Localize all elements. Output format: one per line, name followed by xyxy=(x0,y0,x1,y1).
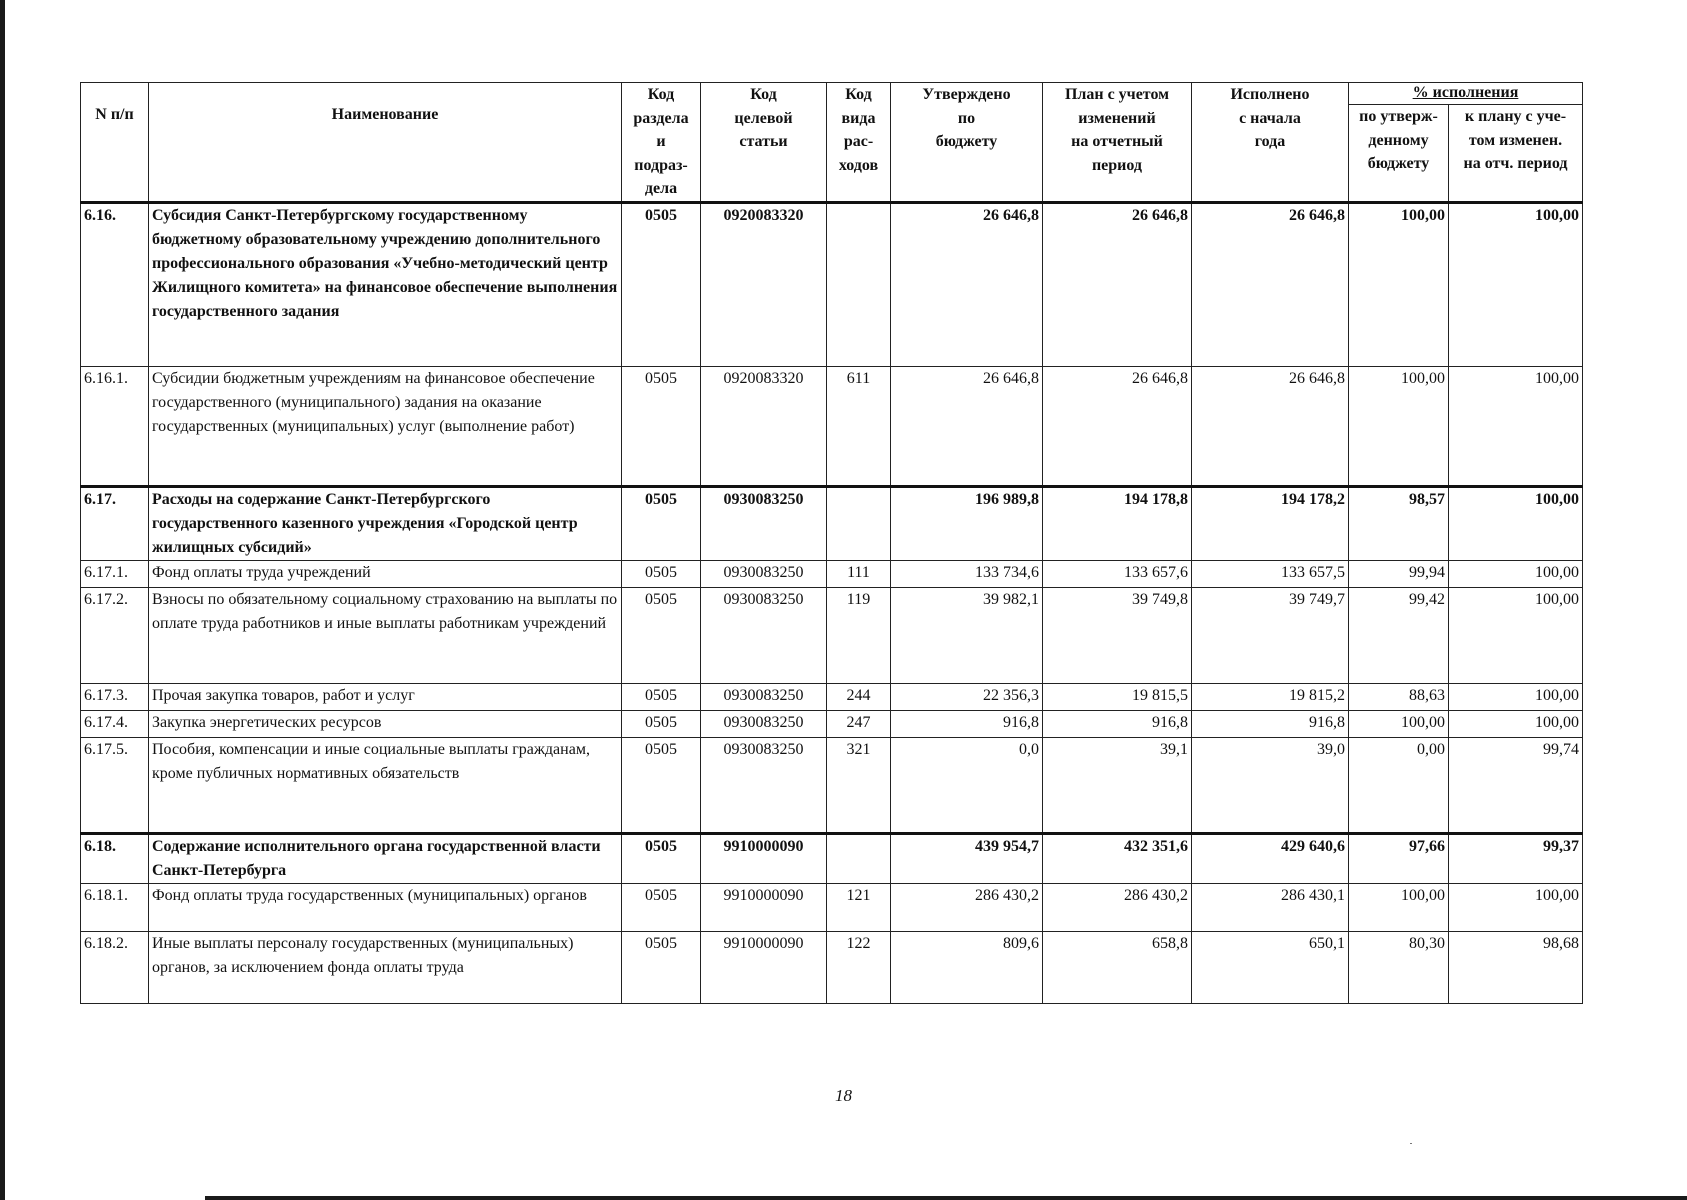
row-executed: 650,1 xyxy=(1192,932,1349,1004)
row-pct-budget: 88,63 xyxy=(1349,684,1449,711)
row-num: 6.17.1. xyxy=(81,561,149,588)
table-row xyxy=(81,834,1583,884)
row-name: Закупка энергетических ресурсов xyxy=(149,711,622,738)
row-approved: 26 646,8 xyxy=(891,367,1043,487)
row-num: 6.17.5. xyxy=(81,738,149,834)
row-plan: 916,8 xyxy=(1043,711,1192,738)
row-pct-budget: 100,00 xyxy=(1349,203,1449,367)
row-kind: 244 xyxy=(827,684,891,711)
row-executed: 286 430,1 xyxy=(1192,884,1349,932)
row-pct-plan: 100,00 xyxy=(1449,367,1583,487)
row-executed: 39,0 xyxy=(1192,738,1349,834)
row-target: 9910000090 xyxy=(701,834,827,884)
row-name: Расходы на содержание Санкт-Петербургского государственного казенного учреждения «Городской центр жилищных субсидий» xyxy=(149,487,622,561)
header-target-code: Код целевой статьи xyxy=(701,83,827,203)
row-num: 6.17. xyxy=(81,487,149,561)
table-row xyxy=(81,367,1583,487)
table-row xyxy=(81,932,1583,1004)
row-pct-budget: 80,30 xyxy=(1349,932,1449,1004)
row-name: Субсидии бюджетным учреждениям на финансовое обеспечение государственного (муниципального) задания на оказание государственных (муниципальных) услуг (выполнение работ) xyxy=(149,367,622,487)
row-target: 0930083250 xyxy=(701,588,827,684)
header-name: Наименование xyxy=(149,83,622,203)
row-kind: 611 xyxy=(827,367,891,487)
row-executed: 133 657,5 xyxy=(1192,561,1349,588)
page-number: 18 xyxy=(835,1086,852,1105)
row-executed: 39 749,7 xyxy=(1192,588,1349,684)
row-executed: 26 646,8 xyxy=(1192,367,1349,487)
row-plan: 133 657,6 xyxy=(1043,561,1192,588)
table-row xyxy=(81,711,1583,738)
header-section-code: Код раздела и подраз- дела xyxy=(622,83,701,203)
row-section: 0505 xyxy=(622,367,701,487)
scan-bottom-edge xyxy=(205,1196,1687,1200)
row-target: 9910000090 xyxy=(701,884,827,932)
row-kind xyxy=(827,487,891,561)
header-plan: План с учетом изменений на отчетный период xyxy=(1043,83,1192,203)
row-kind xyxy=(827,203,891,367)
row-section: 0505 xyxy=(622,711,701,738)
row-pct-plan: 99,37 xyxy=(1449,834,1583,884)
row-name: Иные выплаты персоналу государственных (муниципальных) органов, за исключением фонда оплаты труда xyxy=(149,932,622,1004)
row-section: 0505 xyxy=(622,834,701,884)
header-approved: Утверждено по бюджету xyxy=(891,83,1043,203)
row-pct-budget: 99,42 xyxy=(1349,588,1449,684)
row-approved: 809,6 xyxy=(891,932,1043,1004)
row-name: Пособия, компенсации и иные социальные выплаты гражданам, кроме публичных нормативных обязательств xyxy=(149,738,622,834)
row-executed: 26 646,8 xyxy=(1192,203,1349,367)
row-section: 0505 xyxy=(622,487,701,561)
table-row xyxy=(81,588,1583,684)
header-kind-code: Код вида рас- ходов xyxy=(827,83,891,203)
row-section: 0505 xyxy=(622,588,701,684)
row-pct-plan: 98,68 xyxy=(1449,932,1583,1004)
row-pct-plan: 100,00 xyxy=(1449,203,1583,367)
row-approved: 196 989,8 xyxy=(891,487,1043,561)
row-pct-plan: 100,00 xyxy=(1449,884,1583,932)
row-kind: 247 xyxy=(827,711,891,738)
table-row xyxy=(81,561,1583,588)
row-approved: 26 646,8 xyxy=(891,203,1043,367)
scan-left-edge xyxy=(0,0,5,1200)
row-plan: 26 646,8 xyxy=(1043,203,1192,367)
row-pct-budget: 100,00 xyxy=(1349,711,1449,738)
row-num: 6.18. xyxy=(81,834,149,884)
row-approved: 916,8 xyxy=(891,711,1043,738)
row-plan: 39 749,8 xyxy=(1043,588,1192,684)
row-section: 0505 xyxy=(622,684,701,711)
row-section: 0505 xyxy=(622,203,701,367)
row-pct-budget: 100,00 xyxy=(1349,884,1449,932)
row-plan: 26 646,8 xyxy=(1043,367,1192,487)
scan-speck xyxy=(1410,1143,1412,1144)
row-pct-budget: 99,94 xyxy=(1349,561,1449,588)
row-num: 6.18.1. xyxy=(81,884,149,932)
row-plan: 432 351,6 xyxy=(1043,834,1192,884)
row-executed: 194 178,2 xyxy=(1192,487,1349,561)
row-target: 0930083250 xyxy=(701,684,827,711)
row-pct-plan: 100,00 xyxy=(1449,711,1583,738)
row-target: 0930083250 xyxy=(701,738,827,834)
row-pct-budget: 0,00 xyxy=(1349,738,1449,834)
row-target: 0920083320 xyxy=(701,367,827,487)
row-plan: 19 815,5 xyxy=(1043,684,1192,711)
row-approved: 286 430,2 xyxy=(891,884,1043,932)
row-plan: 194 178,8 xyxy=(1043,487,1192,561)
row-kind: 321 xyxy=(827,738,891,834)
row-num: 6.16.1. xyxy=(81,367,149,487)
row-pct-budget: 100,00 xyxy=(1349,367,1449,487)
row-plan: 286 430,2 xyxy=(1043,884,1192,932)
row-target: 0920083320 xyxy=(701,203,827,367)
row-name: Содержание исполнительного органа государственной власти Санкт-Петербурга xyxy=(149,834,622,884)
header-executed: Исполнено с начала года xyxy=(1192,83,1349,203)
table-row xyxy=(81,487,1583,561)
table-row xyxy=(81,884,1583,932)
budget-execution-table xyxy=(80,82,1583,1004)
table-row xyxy=(81,203,1583,367)
row-name: Прочая закупка товаров, работ и услуг xyxy=(149,684,622,711)
row-pct-budget: 97,66 xyxy=(1349,834,1449,884)
header-num: N п/п xyxy=(81,83,149,203)
header-pct: % исполнения xyxy=(1349,83,1583,105)
row-plan: 39,1 xyxy=(1043,738,1192,834)
row-num: 6.16. xyxy=(81,203,149,367)
table-header xyxy=(81,83,1583,203)
row-target: 9910000090 xyxy=(701,932,827,1004)
row-pct-plan: 100,00 xyxy=(1449,487,1583,561)
row-approved: 39 982,1 xyxy=(891,588,1043,684)
table-row xyxy=(81,738,1583,834)
row-pct-budget: 98,57 xyxy=(1349,487,1449,561)
row-name: Фонд оплаты труда учреждений xyxy=(149,561,622,588)
row-section: 0505 xyxy=(622,932,701,1004)
row-kind: 121 xyxy=(827,884,891,932)
row-approved: 439 954,7 xyxy=(891,834,1043,884)
row-approved: 0,0 xyxy=(891,738,1043,834)
row-section: 0505 xyxy=(622,738,701,834)
row-kind: 111 xyxy=(827,561,891,588)
header-pct-plan: к плану с уче- том изменен. на отч. период xyxy=(1449,105,1583,203)
row-num: 6.18.2. xyxy=(81,932,149,1004)
row-pct-plan: 100,00 xyxy=(1449,561,1583,588)
row-pct-plan: 100,00 xyxy=(1449,684,1583,711)
row-target: 0930083250 xyxy=(701,561,827,588)
table-row xyxy=(81,684,1583,711)
row-approved: 22 356,3 xyxy=(891,684,1043,711)
row-num: 6.17.4. xyxy=(81,711,149,738)
row-section: 0505 xyxy=(622,884,701,932)
row-name: Субсидия Санкт-Петербургскому государственному бюджетному образовательному учреждению дополнительного профессионального образования «Учебно-методический центр Жилищного комитета» на финансовое обеспечение выполнения государственного задания xyxy=(149,203,622,367)
row-approved: 133 734,6 xyxy=(891,561,1043,588)
row-name: Взносы по обязательному социальному страхованию на выплаты по оплате труда работников и иные выплаты работникам учреждений xyxy=(149,588,622,684)
header-pct-budget: по утверж- денному бюджету xyxy=(1349,105,1449,203)
row-target: 0930083250 xyxy=(701,487,827,561)
row-pct-plan: 100,00 xyxy=(1449,588,1583,684)
row-kind: 119 xyxy=(827,588,891,684)
row-executed: 429 640,6 xyxy=(1192,834,1349,884)
row-num: 6.17.2. xyxy=(81,588,149,684)
row-plan: 658,8 xyxy=(1043,932,1192,1004)
row-pct-plan: 99,74 xyxy=(1449,738,1583,834)
row-num: 6.17.3. xyxy=(81,684,149,711)
row-target: 0930083250 xyxy=(701,711,827,738)
row-kind: 122 xyxy=(827,932,891,1004)
row-executed: 916,8 xyxy=(1192,711,1349,738)
row-executed: 19 815,2 xyxy=(1192,684,1349,711)
row-name: Фонд оплаты труда государственных (муниципальных) органов xyxy=(149,884,622,932)
row-section: 0505 xyxy=(622,561,701,588)
row-kind xyxy=(827,834,891,884)
table-body xyxy=(81,203,1583,1004)
